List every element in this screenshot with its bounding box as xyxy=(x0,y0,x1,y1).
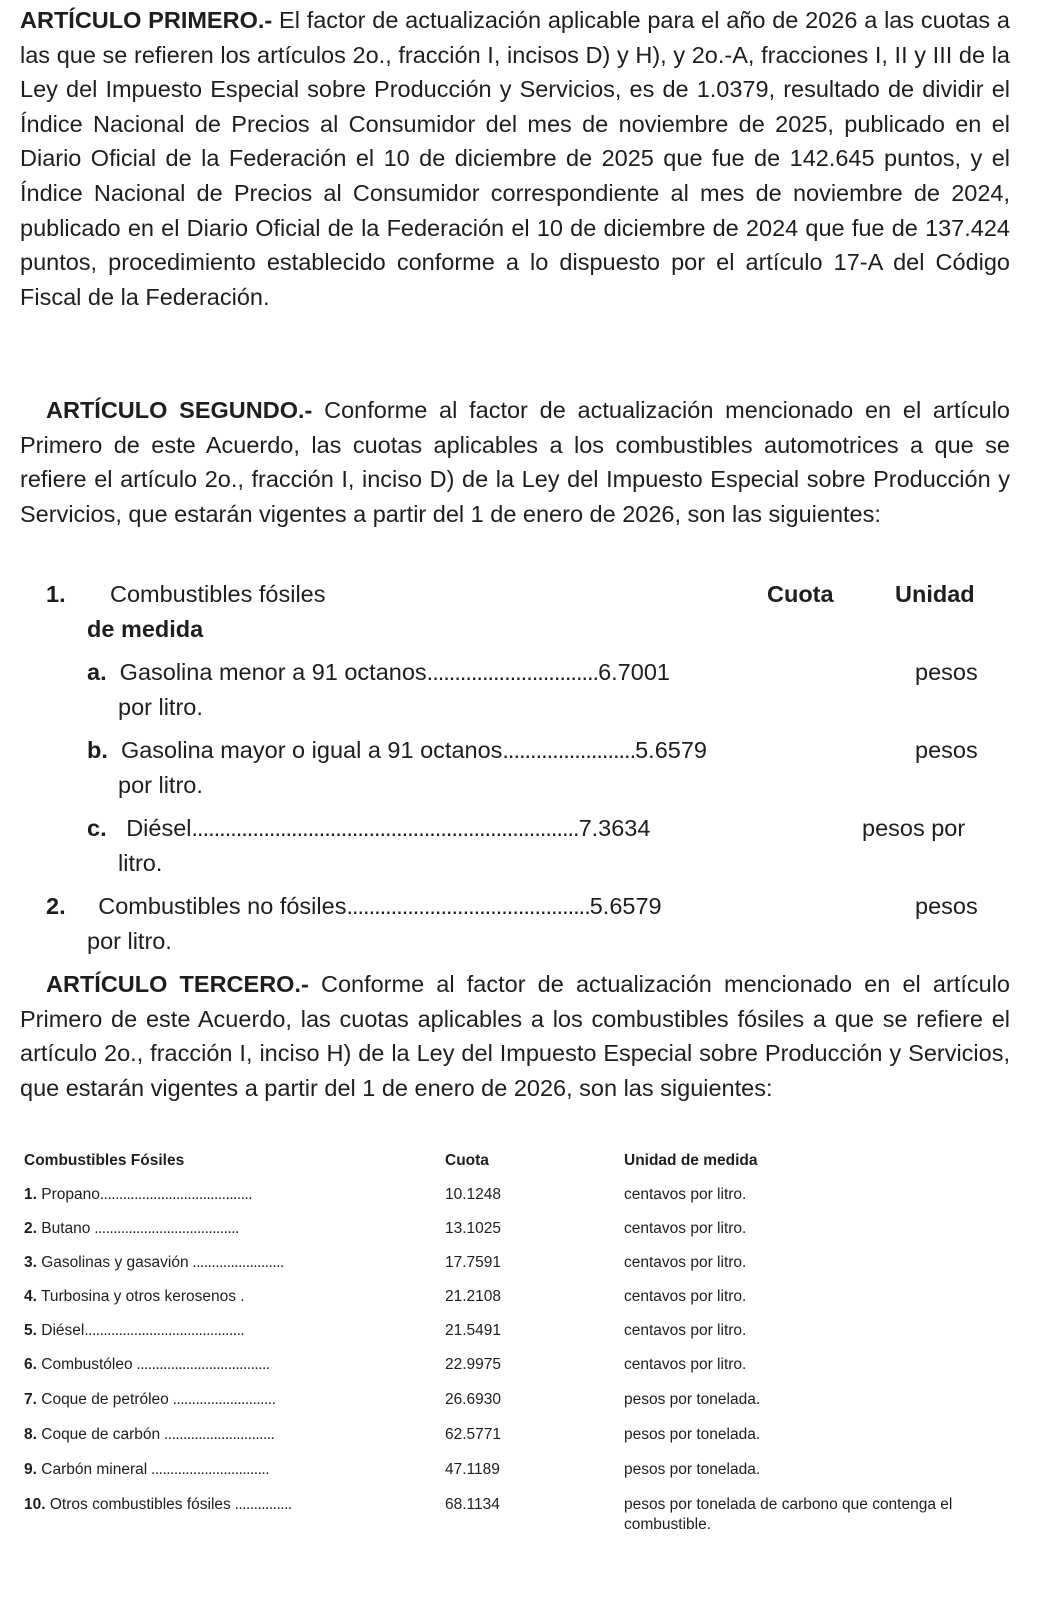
table-row-cuota: 22.9975 xyxy=(445,1356,502,1373)
table-row-unidad-cont: combustible. xyxy=(624,1516,712,1533)
articulo-primero-title: ARTÍCULO PRIMERO.- xyxy=(20,7,273,33)
table-header-combustibles: Combustibles Fósiles xyxy=(24,1152,185,1169)
list-header-number: 1. xyxy=(46,581,66,607)
list-header-unidad-cont: de medida xyxy=(87,616,204,642)
table-row-unidad: centavos por litro. xyxy=(624,1356,747,1373)
table-row-label: 9. Carbón mineral ............................... xyxy=(24,1461,270,1478)
articulo-tercero-title: ARTÍCULO TERCERO.- xyxy=(46,971,309,997)
list-header-cuota: Cuota xyxy=(767,581,834,607)
list-item-label: Combustibles no fósiles xyxy=(98,893,347,919)
list-item-label: Gasolina menor a 91 octanos xyxy=(119,659,427,685)
table-header-cuota: Cuota xyxy=(445,1152,489,1169)
articulo-primero-body: El factor de actualización aplicable para el año de 2026 a las cuotas a las que se refieren los artículos 2o., fracción I, incisos D) y H), y 2o.-A, fracciones I, II y III de la Ley del Impuesto Especial sobre Producción y Servicios, es de 1.0379, resultado de dividir el Índice Nacional de Precios al Consumidor del mes de noviembre de 2025, publicado en el Diario Oficial de la Federación el 10 de diciembre de 2025 que fue de 142.645 puntos, y el Índice Nacional de Precios al Consumidor correspondiente al mes de noviembre de 2024, publicado en el Diario Oficial de la Federación el 10 de diciembre de 2024 que fue de 137.424 puntos, procedimiento establecido conforme a lo dispuesto por el artículo 17-A del Código Fiscal de la Federación. xyxy=(20,7,1010,310)
table-row-unidad: centavos por litro. xyxy=(624,1186,747,1203)
list-item xyxy=(87,655,670,689)
table-row-cuota: 26.6930 xyxy=(445,1391,502,1408)
articulo-tercero xyxy=(20,967,1010,1105)
table-row-label: 4. Turbosina y otros kerosenos . xyxy=(24,1288,245,1305)
list-item-unit: pesos xyxy=(915,659,978,685)
table-row-unidad: centavos por litro. xyxy=(624,1322,747,1339)
list-header-unidad: Unidad xyxy=(895,581,975,607)
table-row-cuota: 62.5771 xyxy=(445,1426,502,1443)
list-item-label: Diésel xyxy=(126,815,192,841)
table-header-unidad: Unidad de medida xyxy=(624,1152,758,1169)
table-row-label: 5. Diésel.......................................... xyxy=(24,1322,245,1339)
table-row-label: 1. Propano........................................ xyxy=(24,1186,253,1203)
list-item-unit: pesos xyxy=(915,737,978,763)
list-item-unit-cont: por litro. xyxy=(87,928,172,954)
list-item-number: 2. xyxy=(46,893,66,919)
leader-dots: ........................ xyxy=(502,737,636,763)
list-item-letter: a. xyxy=(87,659,107,685)
list-item-unit: pesos xyxy=(915,893,978,919)
list-header-label: Combustibles fósiles xyxy=(110,581,326,607)
list-item-letter: b. xyxy=(87,737,108,763)
articulo-tercero-body: Conforme al factor de actualización mencionado en el artículo Primero de este Acuerdo, las cuotas aplicables a los combustibles fósiles a que se refiere el artículo 2o., fracción I, inciso H) de la Ley del Impuesto Especial sobre Producción y Servicios, que estarán vigentes a partir del 1 de enero de 2026, son las siguientes: xyxy=(20,971,1010,1101)
articulo-primero xyxy=(20,3,1010,314)
table-row-cuota: 21.2108 xyxy=(445,1288,502,1305)
table-row-label: 2. Butano ...................................... xyxy=(24,1220,239,1237)
table-row-cuota: 17.7591 xyxy=(445,1254,502,1271)
table-row-label: 7. Coque de petróleo ........................... xyxy=(24,1391,276,1408)
table-row-label: 10. Otros combustibles fósiles ............... xyxy=(24,1496,292,1513)
articulo-segundo xyxy=(20,393,1010,531)
list-item-unit: pesos por xyxy=(862,815,966,841)
table-row-cuota: 68.1134 xyxy=(445,1496,500,1513)
leader-dots: ...................................................................... xyxy=(191,815,579,841)
table-row-unidad: pesos por tonelada. xyxy=(624,1391,761,1408)
articulo-segundo-body: Conforme al factor de actualización mencionado en el artículo Primero de este Acuerdo, las cuotas aplicables a los combustibles automotrices a que se refiere el artículo 2o., fracción I, inciso D) de la Ley del Impuesto Especial sobre Producción y Servicios, que estarán vigentes a partir del 1 de enero de 2026, son las siguientes: xyxy=(20,397,1010,527)
table-row-cuota: 47.1189 xyxy=(445,1461,500,1478)
list-item-cuota: 5.6579 xyxy=(635,737,707,763)
articulo-segundo-title: ARTÍCULO SEGUNDO.- xyxy=(46,397,313,423)
list-item-label: Gasolina mayor o igual a 91 octanos xyxy=(120,737,503,763)
table-row-unidad: centavos por litro. xyxy=(624,1288,747,1305)
table-row-unidad: pesos por tonelada de carbono que contenga el xyxy=(624,1496,953,1513)
table-row-label: 3. Gasolinas y gasavión ........................ xyxy=(24,1254,284,1271)
leader-dots: ............................................ xyxy=(346,893,590,919)
list-item xyxy=(46,889,662,923)
table-row-unidad: pesos por tonelada. xyxy=(624,1426,761,1443)
table-row-cuota: 21.5491 xyxy=(445,1322,502,1339)
table-row-cuota: 13.1025 xyxy=(445,1220,502,1237)
list-item-unit-cont: litro. xyxy=(118,850,163,876)
table-row-unidad: centavos por litro. xyxy=(624,1254,747,1271)
list-item-cuota: 6.7001 xyxy=(598,659,670,685)
table-row-unidad: centavos por litro. xyxy=(624,1220,747,1237)
table-row-unidad: pesos por tonelada. xyxy=(624,1461,761,1478)
table-row-label: 6. Combustóleo ................................... xyxy=(24,1356,270,1373)
list-item-cuota: 7.3634 xyxy=(578,815,651,841)
table-row-label: 8. Coque de carbón ............................. xyxy=(24,1426,275,1443)
list-item-letter: c. xyxy=(87,815,107,841)
table-row-cuota: 10.1248 xyxy=(445,1186,502,1203)
list-item-unit-cont: por litro. xyxy=(118,694,203,720)
leader-dots: ............................... xyxy=(426,659,599,685)
list-item xyxy=(87,811,650,845)
list-item-unit-cont: por litro. xyxy=(118,772,203,798)
list-item xyxy=(87,733,707,767)
list-item-cuota: 5.6579 xyxy=(589,893,662,919)
